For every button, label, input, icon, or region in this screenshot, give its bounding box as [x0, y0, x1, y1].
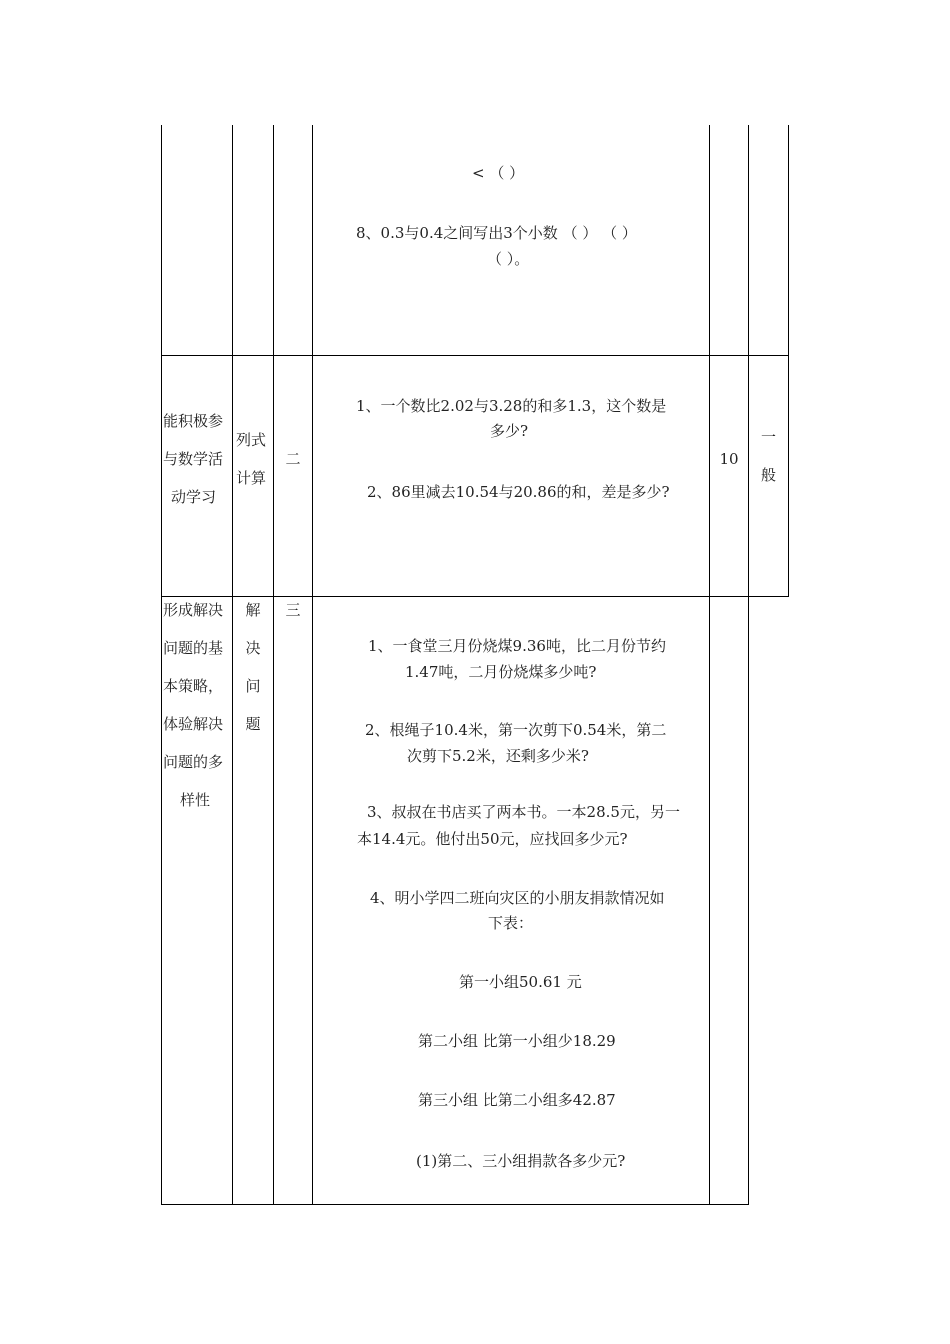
goal-line: 与数学活 — [163, 450, 224, 468]
table-border — [161, 1204, 749, 1205]
table-border — [161, 355, 789, 356]
part-number: 三 — [285, 601, 301, 619]
question-line: 1.47吨，二月份烧煤多少吨? — [405, 663, 597, 681]
table-border — [312, 125, 313, 1205]
question-type-cell — [233, 591, 273, 743]
question-line: 4、明小学四二班向灾区的小朋友捐款情况如 — [370, 889, 665, 907]
level-line: 般 — [760, 466, 776, 484]
table-border — [161, 125, 162, 1205]
question-line: （ ）。 — [487, 250, 530, 268]
learning-goal-cell — [163, 591, 233, 819]
goal-line: 形成解决 — [163, 601, 224, 619]
goal-line: 问题的多 — [163, 753, 224, 771]
table-border — [273, 125, 274, 1205]
goal-line: 样性 — [180, 791, 211, 809]
level-line: 一 — [760, 428, 776, 446]
table-border — [788, 125, 789, 597]
question-line: 2、根绳子10.4米，第一次剪下0.54米，第二 — [365, 721, 667, 739]
question-line: 多少? — [490, 422, 529, 440]
question-line: 第二小组 比第一小组少18.29 — [418, 1032, 616, 1050]
goal-line: 本策略， — [163, 677, 224, 695]
question-type-cell — [236, 421, 274, 497]
goal-line: 能积极参 — [163, 412, 224, 430]
part-number: 二 — [285, 450, 301, 468]
difficulty-level-cell — [749, 418, 788, 494]
question-line: 8、0.3与0.4之间写出3个小数 （ ） （ ） — [356, 224, 637, 242]
table-border — [709, 125, 710, 1205]
question-line: (1)第二、三小组捐款各多少元? — [416, 1152, 626, 1170]
question-line: 本14.4元。他付出50元，应找回多少元? — [357, 830, 628, 848]
question-line: 次剪下5.2米，还剩多少米? — [407, 747, 589, 765]
type-line: 题 — [245, 715, 261, 733]
type-line: 计算 — [236, 469, 267, 487]
question-line: 1、一个数比2.02与3.28的和多1.3，这个数是 — [356, 397, 667, 415]
type-line: 列式 — [236, 431, 267, 449]
type-line: 问 — [245, 677, 261, 695]
question-line: 第三小组 比第二小组多42.87 — [418, 1091, 616, 1109]
question-line: 第一小组50.61 元 — [459, 973, 582, 991]
question-line: < （ ） — [472, 164, 525, 182]
question-line: 1、一食堂三月份烧煤9.36吨，比二月份节约 — [368, 637, 666, 655]
type-line: 决 — [245, 639, 261, 657]
goal-line: 问题的基 — [163, 639, 224, 657]
goal-line: 动学习 — [171, 488, 217, 506]
score-cell: 10 — [719, 450, 739, 468]
type-line: 解 — [245, 601, 261, 619]
question-line: 3、叔叔在书店买了两本书。一本28.5元，另一 — [367, 803, 680, 821]
question-line: 下表： — [488, 914, 534, 932]
learning-goal-cell — [163, 402, 233, 516]
goal-line: 体验解决 — [163, 715, 224, 733]
table-border — [748, 125, 749, 1205]
question-line: 2、86里减去10.54与20.86的和，差是多少? — [367, 483, 670, 501]
